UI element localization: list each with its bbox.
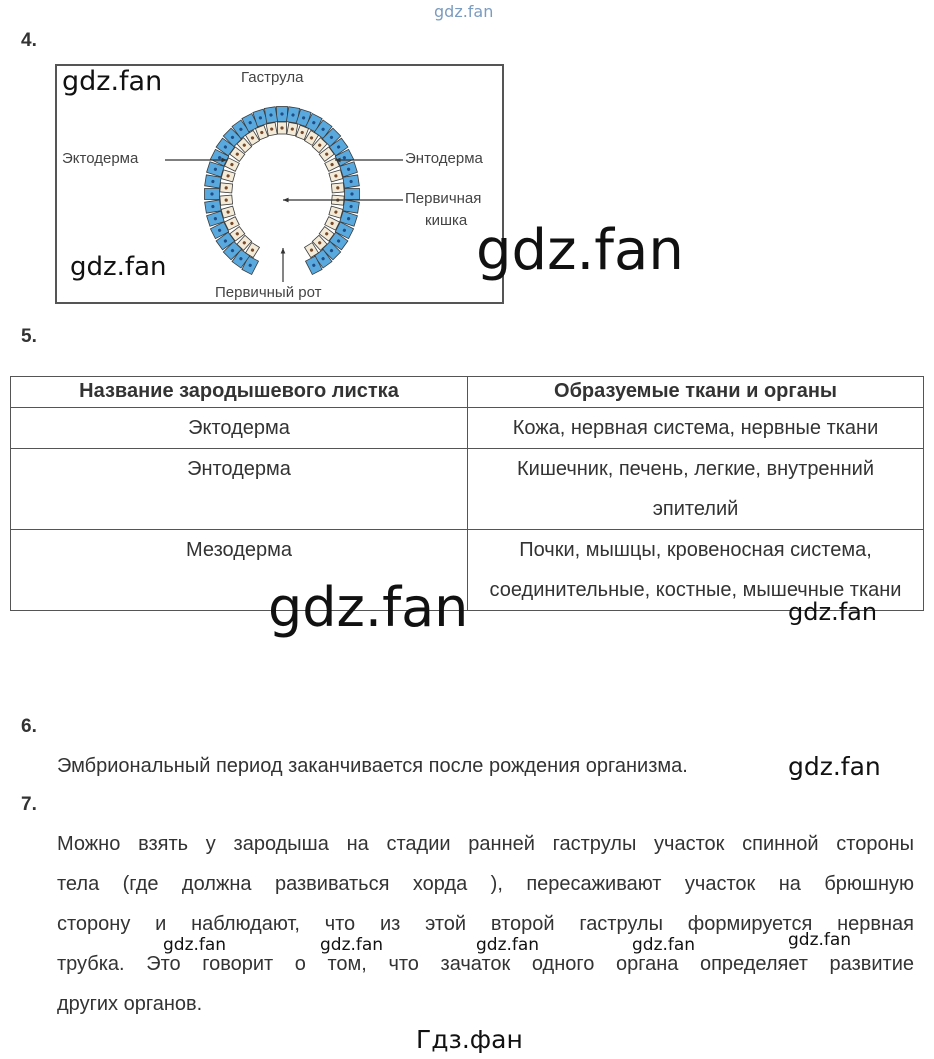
question-6-text: Эмбриональный период заканчивается после рождения организма. — [57, 755, 688, 777]
cell — [221, 170, 235, 182]
cell — [205, 189, 220, 200]
question-4-number: 4. — [21, 30, 37, 51]
table-cell-layer: Эктодерма — [11, 408, 468, 449]
cell — [264, 107, 277, 124]
cell — [205, 175, 222, 188]
watermark-row: gdz.fan — [632, 935, 696, 955]
cell — [329, 170, 343, 182]
question-7-line: Можно взять у зародыша на стадии ранней гаструлы участок спинной стороны — [57, 833, 914, 855]
table-cell-tissues: Кожа, нервная система, нервные ткани — [468, 408, 924, 449]
watermark-row: gdz.fan — [163, 935, 227, 955]
question-6-number: 6. — [21, 716, 37, 737]
cell — [278, 122, 287, 134]
watermark-row: gdz.fan — [320, 935, 384, 955]
table-header-cell: Образуемые ткани и органы — [468, 377, 924, 408]
label-gut-line2: кишка — [425, 212, 468, 229]
table-row — [11, 449, 924, 530]
table-cell-layer: Энтодерма — [11, 449, 468, 530]
watermark-figure-bottom-left: gdz.fan — [70, 252, 167, 282]
cell — [205, 200, 222, 213]
question-7-number: 7. — [21, 794, 37, 815]
gut-arrow-head — [283, 198, 289, 203]
question-5-number: 5. — [21, 326, 37, 347]
table-header-row — [11, 377, 924, 408]
table-row — [11, 408, 924, 449]
watermark-figure-top-left: gdz.fan — [62, 66, 163, 97]
label-ectoderm: Эктодерма — [62, 150, 139, 167]
label-mouth: Первичный рот — [215, 284, 322, 301]
cell — [329, 206, 343, 218]
watermark-question-6: gdz.fan — [788, 752, 881, 781]
table-header-cell: Название зародышевого листка — [11, 377, 468, 408]
cell — [220, 195, 233, 205]
watermark-table-large: gdz.fan — [268, 576, 469, 639]
cell — [345, 189, 360, 200]
cell — [277, 107, 288, 122]
question-7-line: трубка. Это говорит о том, что зачаток одного органа определяет развитие — [57, 953, 914, 975]
table-cell-tissues: Почки, мышцы, кровеносная система, соединительные, костные, мышечные ткани — [468, 530, 924, 611]
watermark-row: gdz.fan — [788, 930, 852, 950]
watermark-top: gdz.fan — [434, 2, 494, 21]
table-cell-layer: Мезодерма — [11, 530, 468, 611]
cell — [221, 206, 235, 218]
cell — [331, 183, 344, 193]
watermark-footer: Гдз.фан — [416, 1025, 523, 1054]
mouth-arrow-head — [281, 248, 286, 254]
label-endoderm: Энтодерма — [405, 150, 483, 167]
question-7-line: сторону и наблюдают, что из этой второй гаструлы формируется нервная — [57, 913, 914, 935]
cell — [287, 122, 298, 135]
question-7-line: других органов. — [57, 993, 203, 1015]
watermark-table-small: gdz.fan — [788, 598, 878, 626]
cell — [343, 200, 360, 213]
table-cell-tissues: Кишечник, печень, легкие, внутренний эпителий — [468, 449, 924, 530]
label-gut-line1: Первичная — [405, 190, 482, 207]
figure-title: Гаструла — [241, 69, 304, 86]
cell — [343, 175, 360, 188]
question-7-line: тела (где должна развиваться хорда ), пересаживают участок на брюшную — [57, 873, 914, 895]
cell — [220, 183, 233, 193]
watermark-row: gdz.fan — [476, 935, 540, 955]
watermark-large-right: gdz.fan — [476, 218, 684, 283]
cell — [266, 122, 277, 135]
